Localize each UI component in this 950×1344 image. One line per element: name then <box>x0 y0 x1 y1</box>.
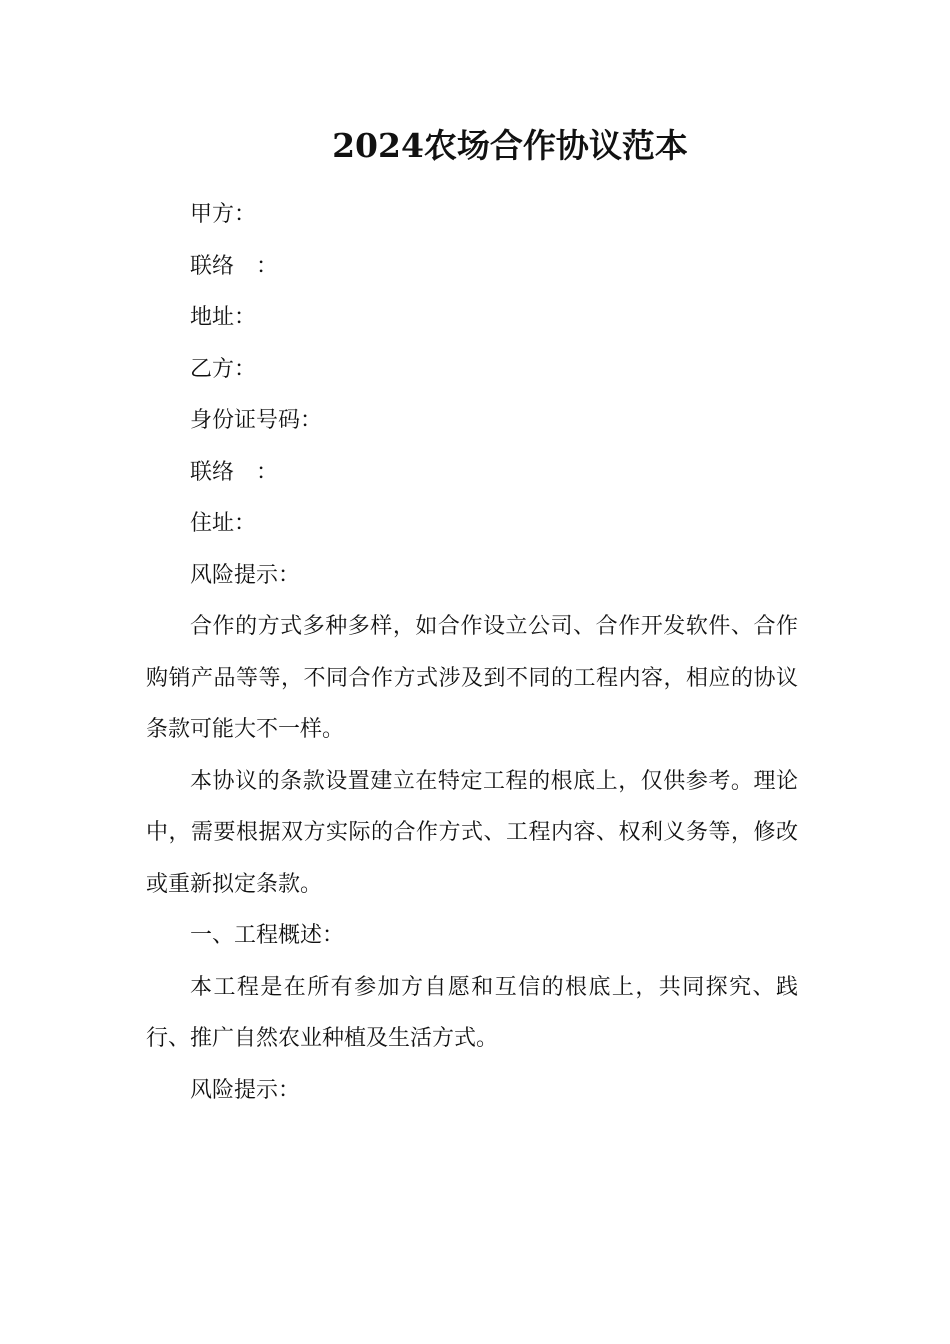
risk-notice-heading-2: 风险提示： <box>190 1077 301 1103</box>
party-a-line: 甲方： <box>190 202 257 227</box>
party-b-contact-line: 联络 ： <box>190 459 279 485</box>
paragraph-project-overview: 本工程是在所有参加方自愿和互信的根底上，共同探究、践行、推广自然农业种植及生活方式。 <box>146 974 798 1051</box>
party-a-contact-line: 联络 ： <box>190 253 279 279</box>
party-b-id-line: 身份证号码： <box>190 408 323 433</box>
document-title: 2024农场合作协议范本 <box>332 126 688 165</box>
party-b-residence-line: 住址： <box>190 511 257 536</box>
risk-notice-heading: 风险提示： <box>190 562 301 588</box>
party-b-line: 乙方： <box>190 356 257 382</box>
party-a-address-line: 地址： <box>190 305 257 330</box>
paragraph-cooperation-methods: 合作的方式多种多样，如合作设立公司、合作开发软件、合作购销产品等等，不同合作方式涉及到不同的工程内容，相应的协议条款可能大不一样。 <box>146 614 798 742</box>
section-heading-overview: 一、工程概述： <box>190 923 345 948</box>
document-body <box>146 189 798 1116</box>
paragraph-reference-note: 本协议的条款设置建立在特定工程的根底上，仅供参考。理论中，需要根据双方实际的合作方式、工程内容、权利义务等，修改或重新拟定条款。 <box>146 768 798 897</box>
